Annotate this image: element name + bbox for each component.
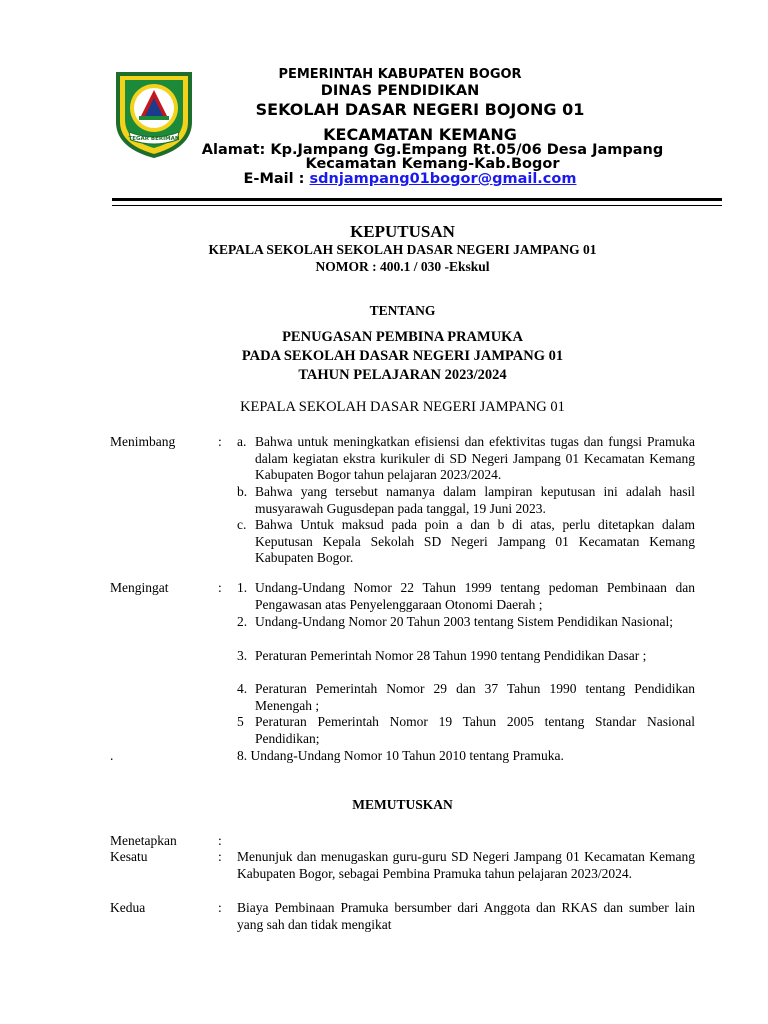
document-number: NOMOR : 400.1 / 030 -Ekskul (315, 259, 490, 274)
subject-line-2: PADA SEKOLAH DASAR NEGERI JAMPANG 01 (241, 348, 564, 364)
list-text: Peraturan Pemerintah Nomor 19 Tahun 2005 tentang Standar Nasional Pendidikan; (255, 714, 695, 746)
email-label: E-Mail : (243, 171, 305, 187)
list-marker: 1. (237, 580, 248, 595)
document-subject (100, 328, 705, 385)
letterhead-department: DINAS PENDIDIKAN (320, 83, 480, 99)
letterhead-divider-thick (112, 198, 722, 201)
document-title: KEPUTUSAN (350, 222, 455, 241)
list-text: Bahwa Untuk maksud pada poin a dan b di atas, perlu ditetapkan dalam Keputusan Kepala Sekolah SD Negeri Jampang 01 Kecamatan Kemang Kabupaten Bogor. (255, 517, 695, 565)
mengingat-colon: : (218, 580, 222, 595)
document-issuer: KEPALA SEKOLAH SEKOLAH DASAR NEGERI JAMPANG 01 (208, 242, 597, 257)
letterhead-email-line (200, 171, 620, 187)
kedua-label: Kedua (110, 900, 146, 915)
list-text: Undang-Undang Nomor 20 Tahun 2003 tentang Sistem Pendidikan Nasional; (255, 614, 673, 629)
kesatu-label: Kesatu (110, 849, 148, 864)
mengingat-item (237, 681, 695, 714)
letterhead-address: Alamat: Kp.Jampang Gg.Empang Rt.05/06 Desa Jampang Kecamatan Kemang-Kab.Bogor (201, 142, 664, 172)
subject-line-1: PENUGASAN PEMBINA PRAMUKA (282, 329, 523, 345)
list-text: Peraturan Pemerintah Nomor 29 dan 37 Tahun 1990 tentang Pendidikan Menengah ; (255, 681, 695, 713)
menetapkan-colon: : (218, 833, 222, 848)
mengingat-item (237, 614, 695, 631)
letterhead-school: SEKOLAH DASAR NEGERI BOJONG 01 (255, 100, 585, 119)
list-marker: 3. (237, 648, 248, 663)
list-text: Undang-Undang Nomor 22 Tahun 1999 tentang pedoman Pembinaan dan Pengawasan atas Penyelenggaraan Otonomi Daerah ; (255, 580, 695, 612)
kedua-text: Biaya Pembinaan Pramuka bersumber dari Anggota dan RKAS dan sumber lain yang sah dan tidak mengikat (237, 900, 695, 932)
menetapkan-label: Menetapkan (110, 833, 177, 848)
mengingat-item (237, 714, 695, 747)
stray-dot: . (110, 748, 114, 763)
list-marker: 5 (237, 714, 244, 729)
letterhead-government: PEMERINTAH KABUPATEN BOGOR (278, 67, 522, 82)
subject-line-3: TAHUN PELAJARAN 2023/2024 (298, 367, 507, 383)
menimbang-item (237, 434, 695, 484)
list-text: Bahwa untuk meningkatkan efisiensi dan efektivitas tugas dan fungsi Pramuka dalam kegiatan ekstra kurikuler di SD Negeri Jampang 01 Kecamatan Kemang Kabupaten Bogor tahun pelajaran 2023/2024. (255, 434, 695, 482)
principal-heading: KEPALA SEKOLAH DASAR NEGERI JAMPANG 01 (240, 399, 565, 415)
kedua-colon: : (218, 900, 222, 915)
decision-heading: MEMUTUSKAN (352, 797, 453, 812)
list-marker: 2. (237, 614, 248, 629)
mengingat-last-item: 8. Undang-Undang Nomor 10 Tahun 2010 tentang Pramuka. (237, 748, 564, 763)
list-marker: c. (237, 517, 247, 532)
list-text: Peraturan Pemerintah Nomor 28 Tahun 1990 tentang Pendidikan Dasar ; (255, 648, 647, 663)
menimbang-item (237, 517, 695, 567)
menimbang-label: Menimbang (110, 434, 176, 449)
mengingat-item (237, 580, 695, 613)
email-link[interactable]: sdnjampang01bogor@gmail.com (309, 171, 577, 187)
list-marker: 4. (237, 681, 248, 696)
kesatu-text: Menunjuk dan menugaskan guru-guru SD Negeri Jampang 01 Kecamatan Kemang Kabupaten Bogor, sebagai Pembina Pramuka tahun pelajaran 2023/2024. (237, 849, 695, 881)
menimbang-colon: : (218, 434, 222, 449)
list-text: Bahwa yang tersebut namanya dalam lampiran keputusan ini adalah hasil musyarawah Gugusdepan pada tanggal, 19 Juni 2023. (255, 484, 695, 516)
letterhead-divider-thin (112, 205, 722, 206)
about-heading: TENTANG (369, 303, 436, 318)
list-marker: b. (237, 484, 248, 499)
list-marker: a. (237, 434, 247, 449)
letterhead-district: KECAMATAN KEMANG (323, 125, 517, 144)
logo-motto: TEGAR BERIMAN (128, 136, 180, 142)
mengingat-label: Mengingat (110, 580, 169, 595)
mengingat-item (237, 648, 695, 665)
menimbang-item (237, 484, 695, 517)
kesatu-colon: : (218, 849, 222, 864)
